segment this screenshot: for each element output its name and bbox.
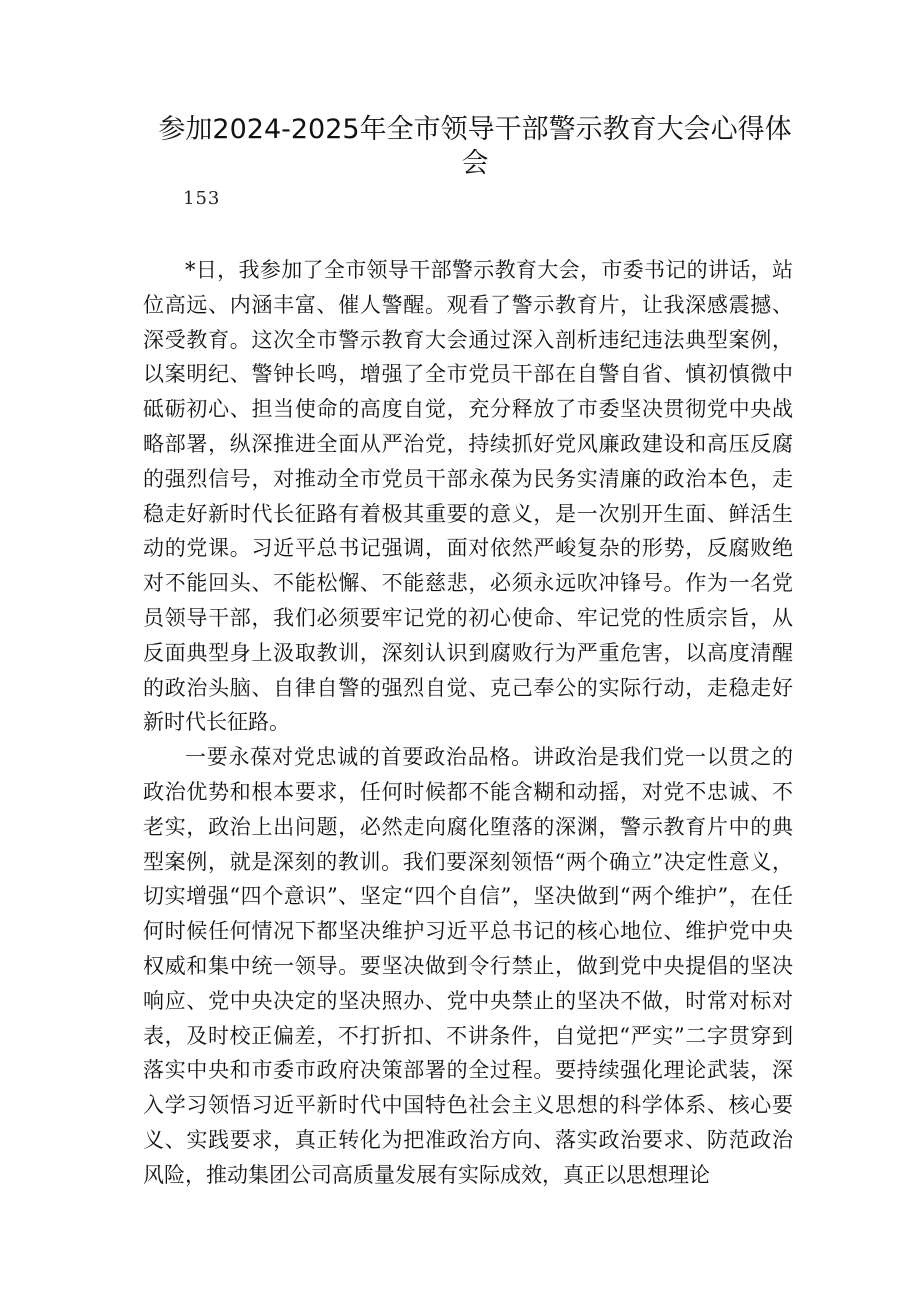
document-title: 参加2024-2025年全市领导干部警示教育大会心得体会 xyxy=(158,114,792,179)
document-body xyxy=(143,253,793,1193)
paragraph-loyalty: 一要永葆对党忠诚的首要政治品格。讲政治是我们党一以贯之的政治优势和根本要求，任何时候都不能含糊和动摇，对党不忠诚、不老实，政治上出问题，必然走向腐化堕落的深渊，警示教育片中的典型案例，就是深刻的教训。我们要深刻领悟“两个确立”决定性意义，切实增强“四个意识”、坚定“四个自信”，坚决做到“两个维护”，在任何时候任何情况下都坚决维护习近平总书记的核心地位、维护党中央权威和集中统一领导。要坚决做到令行禁止，做到党中央提倡的坚决响应、党中央决定的坚决照办、党中央禁止的坚决不做，时常对标对表，及时校正偏差，不打折扣、不讲条件，自觉把“严实”二字贯穿到落实中央和市委市政府决策部署的全过程。要持续强化理论武装，深入学习领悟习近平新时代中国特色社会主义思想的科学体系、核心要义、实践要求，真正转化为把准政治方向、落实政治要求、防范政治风险，推动集团公司高质量发展有实际成效，真正以思想理论 xyxy=(143,745,793,1187)
document-number: 153 xyxy=(183,188,221,209)
paragraph-intro: *日，我参加了全市领导干部警示教育大会，市委书记的讲话，站位高远、内涵丰富、催人警醒。观看了警示教育片，让我深感震撼、深受教育。这次全市警示教育大会通过深入剖析违纪违法典型案例，以案明纪、警钟长鸣，增强了全市党员干部在自警自省、慎初慎微中砥砺初心、担当使命的高度自觉，充分释放了市委坚决贯彻党中央战略部署，纵深推进全面从严治党，持续抓好党风廉政建设和高压反腐的强烈信号，对推动全市党员干部永葆为民务实清廉的政治本色，走稳走好新时代长征路有着极其重要的意义，是一次别开生面、鲜活生动的党课。习近平总书记强调，面对依然严峻复杂的形势，反腐败绝对不能回头、不能松懈、不能慈悲，必须永远吹冲锋号。作为一名党员领导干部，我们必须要牢记党的初心使命、牢记党的性质宗旨，从反面典型身上汲取教训，深刻认识到腐败行为严重危害，以高度清醒的政治头脑、自律自警的强烈自觉、克己奉公的实际行动，走稳走好新时代长征路。 xyxy=(143,258,793,735)
